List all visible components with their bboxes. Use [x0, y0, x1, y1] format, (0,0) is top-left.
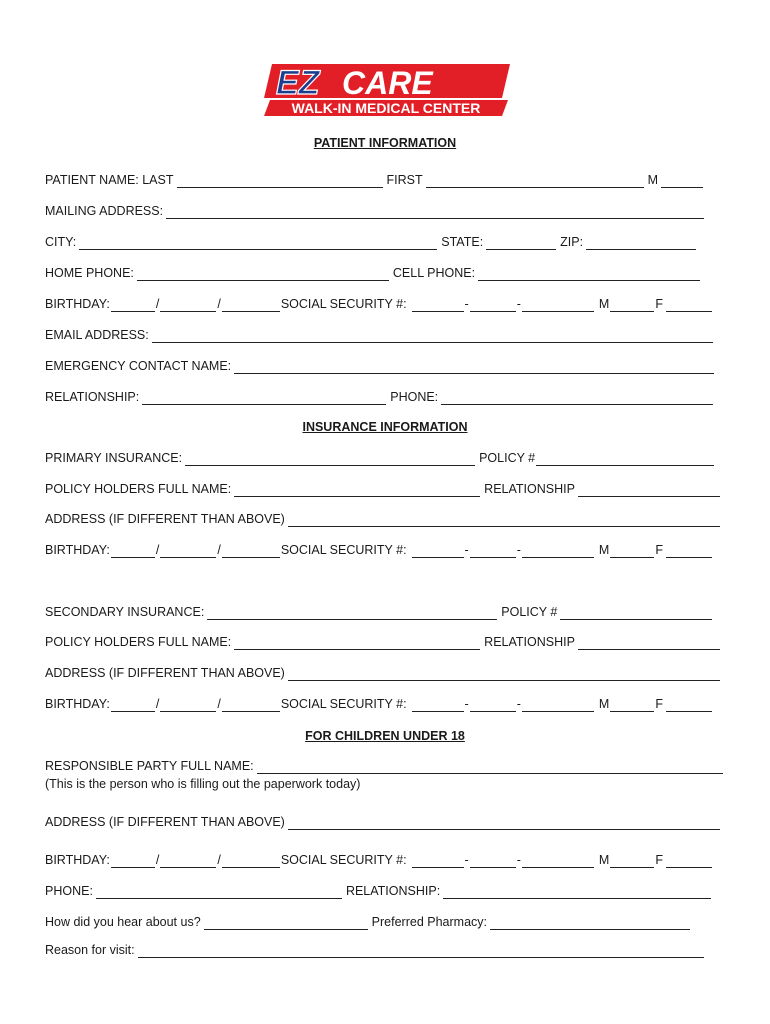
- birthday-slash: /: [217, 853, 221, 867]
- patient-first-name-label: FIRST: [386, 173, 423, 187]
- ssn-dash: -: [516, 853, 521, 867]
- birthday-year-field[interactable]: [222, 855, 280, 868]
- ssn-label: SOCIAL SECURITY #:: [280, 297, 407, 311]
- cell-phone-label: CELL PHONE:: [392, 266, 476, 280]
- hear-about-us-label: How did you hear about us?: [45, 915, 201, 929]
- ssn-part1-field[interactable]: [412, 299, 464, 312]
- secondary-holder-label: POLICY HOLDERS FULL NAME:: [45, 635, 232, 649]
- primary-policy-field[interactable]: [536, 453, 714, 466]
- ssn-label: SOCIAL SECURITY #:: [280, 543, 407, 557]
- secondary-address-label: ADDRESS (IF DIFFERENT THAN ABOVE): [45, 666, 285, 680]
- sex-m-label: M: [598, 297, 610, 311]
- email-label: EMAIL ADDRESS:: [45, 328, 149, 342]
- patient-last-name-field[interactable]: [177, 175, 383, 188]
- birthday-day-field[interactable]: [160, 299, 216, 312]
- birthday-month-field[interactable]: [111, 699, 155, 712]
- secondary-insurance-row: [45, 605, 716, 620]
- primary-insurance-field[interactable]: [185, 453, 475, 466]
- city-field[interactable]: [79, 237, 437, 250]
- birthday-label: BIRTHDAY:: [45, 543, 110, 557]
- emergency-contact-row: [45, 359, 718, 374]
- primary-policy-label: POLICY #: [479, 451, 536, 465]
- birthday-slash: /: [155, 297, 160, 311]
- mailing-address-label: MAILING ADDRESS:: [45, 204, 164, 218]
- logo-care-text: CARE: [342, 65, 433, 101]
- birthday-slash: /: [217, 297, 221, 311]
- city-state-zip-row: [45, 235, 700, 250]
- birthday-month-field[interactable]: [111, 855, 155, 868]
- sex-f-label: F: [655, 543, 663, 557]
- ssn-part3-field[interactable]: [522, 855, 594, 868]
- sex-f-label: F: [655, 697, 663, 711]
- patient-last-name-label: PATIENT NAME: LAST: [45, 173, 174, 187]
- cell-phone-field[interactable]: [478, 268, 700, 281]
- primary-holder-label: POLICY HOLDERS FULL NAME:: [45, 482, 232, 496]
- ssn-dash: -: [464, 697, 469, 711]
- children-address-row: [45, 815, 724, 830]
- zip-label: ZIP:: [560, 235, 584, 249]
- secondary-address-row: [45, 666, 724, 681]
- sex-f-label: F: [655, 853, 663, 867]
- birthday-day-field[interactable]: [160, 699, 216, 712]
- ssn-dash: -: [464, 853, 469, 867]
- ssn-dash: -: [516, 543, 521, 557]
- children-phone-label: PHONE:: [45, 884, 93, 898]
- reason-for-visit-row: [45, 943, 708, 958]
- patient-name-row: [45, 173, 707, 188]
- secondary-holder-row: [45, 635, 724, 650]
- birthday-slash: /: [155, 697, 160, 711]
- primary-holder-row: [45, 482, 724, 497]
- ssn-dash: -: [516, 297, 521, 311]
- birthday-year-field[interactable]: [222, 699, 280, 712]
- sex-f-label: F: [655, 297, 663, 311]
- birthday-slash: /: [217, 697, 221, 711]
- children-address-field[interactable]: [288, 817, 720, 830]
- children-birthday-ssn-row: [45, 853, 713, 868]
- children-relationship-label: RELATIONSHIP:: [345, 884, 441, 898]
- hear-about-us-field[interactable]: [204, 917, 368, 930]
- birthday-day-field[interactable]: [160, 545, 216, 558]
- children-under-18-heading: FOR CHILDREN UNDER 18: [305, 729, 465, 743]
- patient-birthday-ssn-row: [45, 297, 713, 312]
- phone-row: [45, 266, 704, 281]
- sex-m-field[interactable]: [610, 699, 654, 712]
- birthday-month-field[interactable]: [111, 299, 155, 312]
- state-label: STATE:: [441, 235, 484, 249]
- responsible-party-field[interactable]: [257, 761, 723, 774]
- emergency-phone-label: PHONE:: [390, 390, 439, 404]
- birthday-label: BIRTHDAY:: [45, 853, 110, 867]
- ssn-part3-field[interactable]: [522, 299, 594, 312]
- primary-address-field[interactable]: [288, 514, 720, 527]
- email-row: [45, 328, 717, 343]
- preferred-pharmacy-field[interactable]: [490, 917, 690, 930]
- secondary-holder-relationship-label: RELATIONSHIP: [484, 635, 575, 649]
- birthday-slash: /: [155, 853, 160, 867]
- primary-address-label: ADDRESS (IF DIFFERENT THAN ABOVE): [45, 512, 285, 526]
- emergency-relationship-label: RELATIONSHIP:: [45, 390, 140, 404]
- birthday-month-field[interactable]: [111, 545, 155, 558]
- birthday-year-field[interactable]: [222, 545, 280, 558]
- ssn-part1-field[interactable]: [412, 545, 464, 558]
- primary-address-row: [45, 512, 724, 527]
- sex-m-label: M: [598, 853, 610, 867]
- patient-middle-field[interactable]: [661, 175, 703, 188]
- children-phone-field[interactable]: [96, 886, 342, 899]
- birthday-slash: /: [217, 543, 221, 557]
- secondary-insurance-label: SECONDARY INSURANCE:: [45, 605, 205, 619]
- patient-middle-label: M: [647, 173, 659, 187]
- state-field[interactable]: [486, 237, 556, 250]
- birthday-day-field[interactable]: [160, 855, 216, 868]
- secondary-address-field[interactable]: [288, 668, 720, 681]
- email-field[interactable]: [152, 330, 713, 343]
- sex-f-field[interactable]: [666, 299, 712, 312]
- sex-f-field[interactable]: [666, 545, 712, 558]
- logo-ez-text: EZ: [276, 64, 320, 102]
- mailing-address-field[interactable]: [166, 206, 704, 219]
- secondary-policy-label: POLICY #: [501, 605, 558, 619]
- sex-f-field[interactable]: [666, 699, 712, 712]
- children-relationship-field[interactable]: [443, 886, 711, 899]
- ezcare-logo: [262, 62, 512, 118]
- ssn-dash: -: [464, 543, 469, 557]
- home-phone-label: HOME PHONE:: [45, 266, 134, 280]
- sex-m-field[interactable]: [610, 299, 654, 312]
- ssn-dash: -: [464, 297, 469, 311]
- patient-first-name-field[interactable]: [426, 175, 644, 188]
- ssn-dash: -: [516, 697, 521, 711]
- primary-holder-relationship-field[interactable]: [578, 484, 720, 497]
- ssn-part1-field[interactable]: [412, 855, 464, 868]
- ssn-part1-field[interactable]: [412, 699, 464, 712]
- emergency-relationship-field[interactable]: [142, 392, 386, 405]
- hear-pharmacy-row: [45, 915, 694, 930]
- secondary-holder-relationship-field[interactable]: [578, 637, 720, 650]
- emergency-contact-field[interactable]: [234, 361, 714, 374]
- home-phone-field[interactable]: [137, 268, 389, 281]
- sex-m-label: M: [598, 543, 610, 557]
- zip-field[interactable]: [586, 237, 696, 250]
- birthday-label: BIRTHDAY:: [45, 697, 110, 711]
- responsible-party-row: [45, 759, 727, 774]
- ssn-part3-field[interactable]: [522, 699, 594, 712]
- primary-insurance-label: PRIMARY INSURANCE:: [45, 451, 183, 465]
- primary-insurance-row: [45, 451, 715, 466]
- children-phone-row: [45, 884, 715, 899]
- insurance-information-heading: INSURANCE INFORMATION: [302, 420, 468, 434]
- ssn-part2-field[interactable]: [470, 699, 516, 712]
- responsible-party-label: RESPONSIBLE PARTY FULL NAME:: [45, 759, 254, 773]
- emergency-contact-label: EMERGENCY CONTACT NAME:: [45, 359, 232, 373]
- children-address-label: ADDRESS (IF DIFFERENT THAN ABOVE): [45, 815, 285, 829]
- emergency-phone-field[interactable]: [441, 392, 713, 405]
- reason-for-visit-label: Reason for visit:: [45, 943, 135, 957]
- mailing-address-row: [45, 204, 708, 219]
- birthday-slash: /: [155, 543, 160, 557]
- patient-information-heading: PATIENT INFORMATION: [313, 136, 457, 150]
- secondary-policy-field[interactable]: [560, 607, 712, 620]
- ssn-part3-field[interactable]: [522, 545, 594, 558]
- ssn-part2-field[interactable]: [470, 299, 516, 312]
- city-label: CITY:: [45, 235, 77, 249]
- birthday-year-field[interactable]: [222, 299, 280, 312]
- sex-f-field[interactable]: [666, 855, 712, 868]
- sex-m-field[interactable]: [610, 545, 654, 558]
- birthday-label: BIRTHDAY:: [45, 297, 110, 311]
- ssn-part2-field[interactable]: [470, 855, 516, 868]
- secondary-birthday-ssn-row: [45, 697, 713, 712]
- secondary-insurance-field[interactable]: [207, 607, 497, 620]
- logo-tagline: WALK-IN MEDICAL CENTER: [291, 100, 481, 116]
- ssn-label: SOCIAL SECURITY #:: [280, 697, 407, 711]
- sex-m-field[interactable]: [610, 855, 654, 868]
- ssn-label: SOCIAL SECURITY #:: [280, 853, 407, 867]
- ssn-part2-field[interactable]: [470, 545, 516, 558]
- secondary-holder-field[interactable]: [234, 637, 480, 650]
- primary-birthday-ssn-row: [45, 543, 713, 558]
- primary-holder-field[interactable]: [234, 484, 480, 497]
- reason-for-visit-field[interactable]: [138, 945, 704, 958]
- responsible-party-note: (This is the person who is filling out the paperwork today): [45, 777, 361, 791]
- emergency-relationship-row: [45, 390, 717, 405]
- primary-holder-relationship-label: RELATIONSHIP: [484, 482, 575, 496]
- preferred-pharmacy-label: Preferred Pharmacy:: [371, 915, 487, 929]
- sex-m-label: M: [598, 697, 610, 711]
